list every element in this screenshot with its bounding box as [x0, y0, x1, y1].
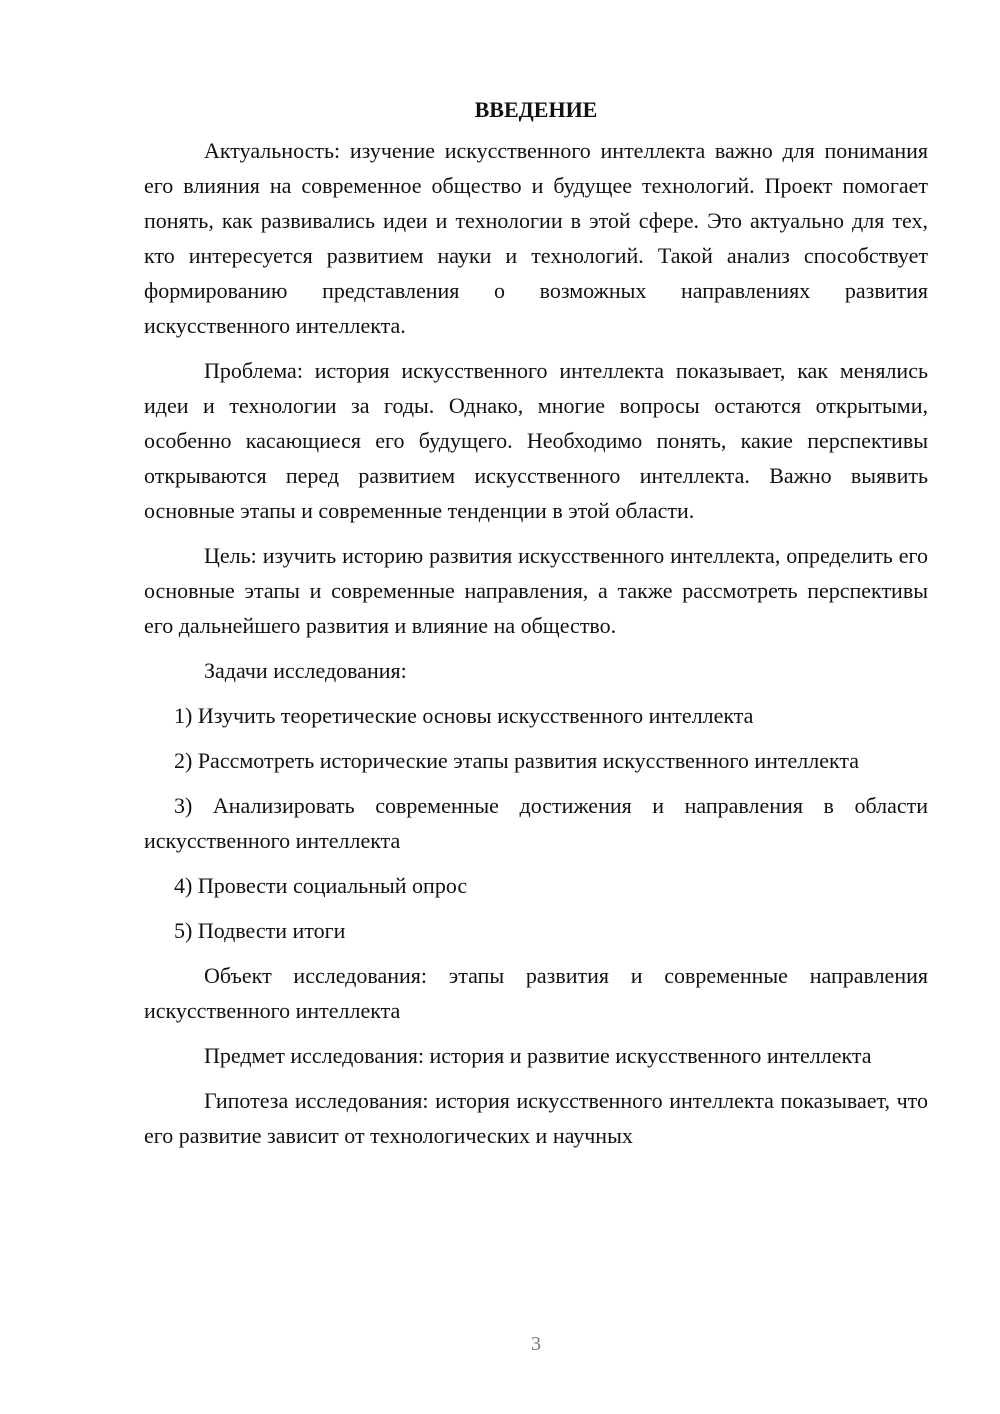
section-title: ВВЕДЕНИЕ [474, 97, 598, 122]
paragraph-object: Объект исследования: этапы развития и современные направления искусственного интеллекта [144, 963, 928, 1023]
page-number: 3 [531, 1333, 541, 1355]
paragraph-problem: Проблема: история искусственного интеллекта показывает, как менялись идеи и технологии за годы. Однако, многие вопросы остаются открытыми, особенно касающиеся его будущего. Необходимо понять, какие перспективы открываются перед развитием искусственного интеллекта. Важно выявить основные этапы и современные тенденции в этой области. [144, 358, 928, 523]
paragraph-relevance: Актуальность: изучение искусственного интеллекта важно для понимания его влияния на современное общество и будущее технологий. Проект помогает понять, как развивались идеи и технологии в этой сфере. Это актуально для тех, кто интересуется развитием науки и технологий. Такой анализ способствует формированию представления о возможных направлениях развития искусственного интеллекта. [144, 138, 928, 338]
task-item: 4) Провести социальный опрос [174, 873, 468, 898]
paragraph-tasks-heading: Задачи исследования: [204, 658, 407, 683]
paragraph-goal: Цель: изучить историю развития искусственного интеллекта, определить его основные этапы и современные направления, а также рассмотреть перспективы его дальнейшего развития и влияние на общество. [144, 543, 928, 638]
task-item: 1) Изучить теоретические основы искусственного интеллекта [174, 703, 754, 728]
paragraph-subject: Предмет исследования: история и развитие искусственного интеллекта [204, 1043, 872, 1068]
task-item: 3) Анализировать современные достижения и направления в области искусственного интеллекта [144, 793, 928, 853]
task-item: 5) Подвести итоги [174, 918, 346, 943]
task-item: 2) Рассмотреть исторические этапы развития искусственного интеллекта [174, 748, 860, 773]
document-page [144, 92, 928, 1163]
paragraph-hypothesis: Гипотеза исследования: история искусственного интеллекта показывает, что его развитие зависит от технологических и научных [144, 1088, 928, 1148]
